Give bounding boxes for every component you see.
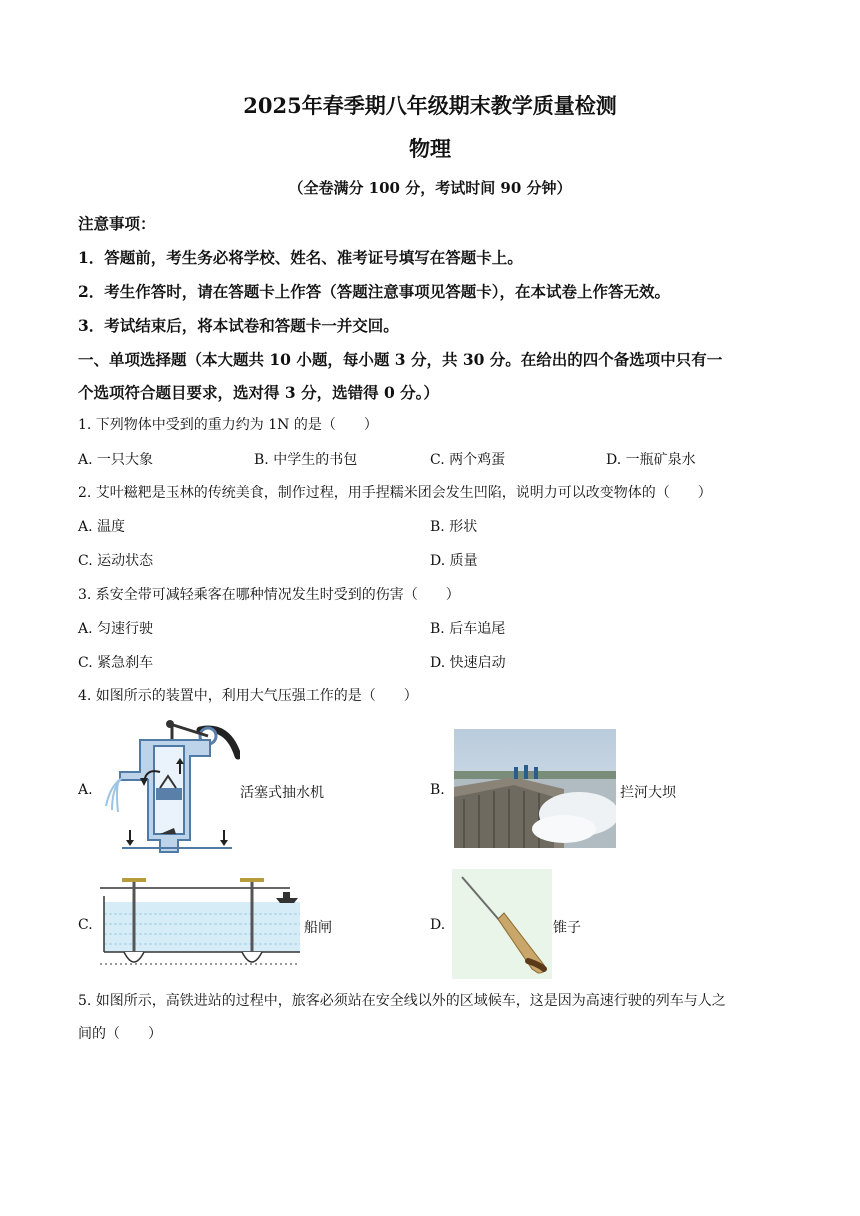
question-5-stem-line2: 间的（ ） xyxy=(78,1026,162,1042)
q1-option-a: A. 一只大象 xyxy=(78,452,154,468)
question-3-stem: 3. 系安全带可减轻乘客在哪种情况发生时受到的伤害（ ） xyxy=(78,587,460,603)
q4-caption-c: 船闸 xyxy=(304,920,332,936)
q2-option-c: C. 运动状态 xyxy=(78,553,154,569)
q4-option-b: B. xyxy=(430,782,445,798)
notice-item-3: 3．考试结束后，将本试卷和答题卡一并交回。 xyxy=(78,316,399,335)
question-1-stem: 1. 下列物体中受到的重力约为 1N 的是（ ） xyxy=(78,417,378,433)
piston-pump-figure xyxy=(100,716,240,861)
awl-photo xyxy=(452,869,552,979)
q4-caption-a: 活塞式抽水机 xyxy=(240,785,324,801)
question-5-stem-line1: 5. 如图所示，高铁进站的过程中，旅客必须站在安全线以外的区域候车，这是因为高速行驶的列车与人之 xyxy=(78,993,726,1009)
q4-option-a: A. xyxy=(78,782,93,798)
q3-option-c: C. 紧急刹车 xyxy=(78,655,154,671)
question-2-stem: 2. 艾叶糍粑是玉林的传统美食，制作过程，用手捏糯米团会发生凹陷，说明力可以改变物体的（ ） xyxy=(78,485,712,501)
q4-option-c: C. xyxy=(78,917,93,933)
q3-option-d: D. 快速启动 xyxy=(430,655,506,671)
notices-heading: 注意事项： xyxy=(78,214,156,233)
q3-option-b: B. 后车追尾 xyxy=(430,621,506,637)
q4-option-d: D. xyxy=(430,917,446,933)
q2-option-a: A. 温度 xyxy=(78,519,126,535)
q3-option-a: A. 匀速行驶 xyxy=(78,621,154,637)
q1-option-c: C. 两个鸡蛋 xyxy=(430,452,506,468)
section1-line1: 一、单项选择题（本大题共 10 小题，每小题 3 分，共 30 分。在给出的四个备选项中只有一 xyxy=(78,350,723,369)
q1-option-b: B. 中学生的书包 xyxy=(254,452,358,468)
question-4-stem: 4. 如图所示的装置中，利用大气压强工作的是（ ） xyxy=(78,688,418,704)
q2-option-d: D. 质量 xyxy=(430,553,478,569)
section1-line2: 个选项符合题目要求，选对得 3 分，选错得 0 分。） xyxy=(78,383,439,402)
dam-photo xyxy=(454,729,616,848)
q4-caption-d: 锥子 xyxy=(553,920,581,936)
q4-caption-b: 拦河大坝 xyxy=(620,785,676,801)
exam-note: （全卷满分 100 分，考试时间 90 分钟） xyxy=(288,179,572,197)
notice-item-2: 2．考生作答时，请在答题卡上作答（答题注意事项见答题卡），在本试卷上作答无效。 xyxy=(78,282,671,301)
subject-title: 物理 xyxy=(409,136,451,161)
q1-option-d: D. 一瓶矿泉水 xyxy=(606,452,696,468)
q2-option-b: B. 形状 xyxy=(430,519,478,535)
ship-lock-figure xyxy=(100,868,300,972)
page-title: 2025年春季期八年级期末教学质量检测 xyxy=(243,93,617,118)
notice-item-1: 1．答题前，考生务必将学校、姓名、准考证号填写在答题卡上。 xyxy=(78,248,523,267)
